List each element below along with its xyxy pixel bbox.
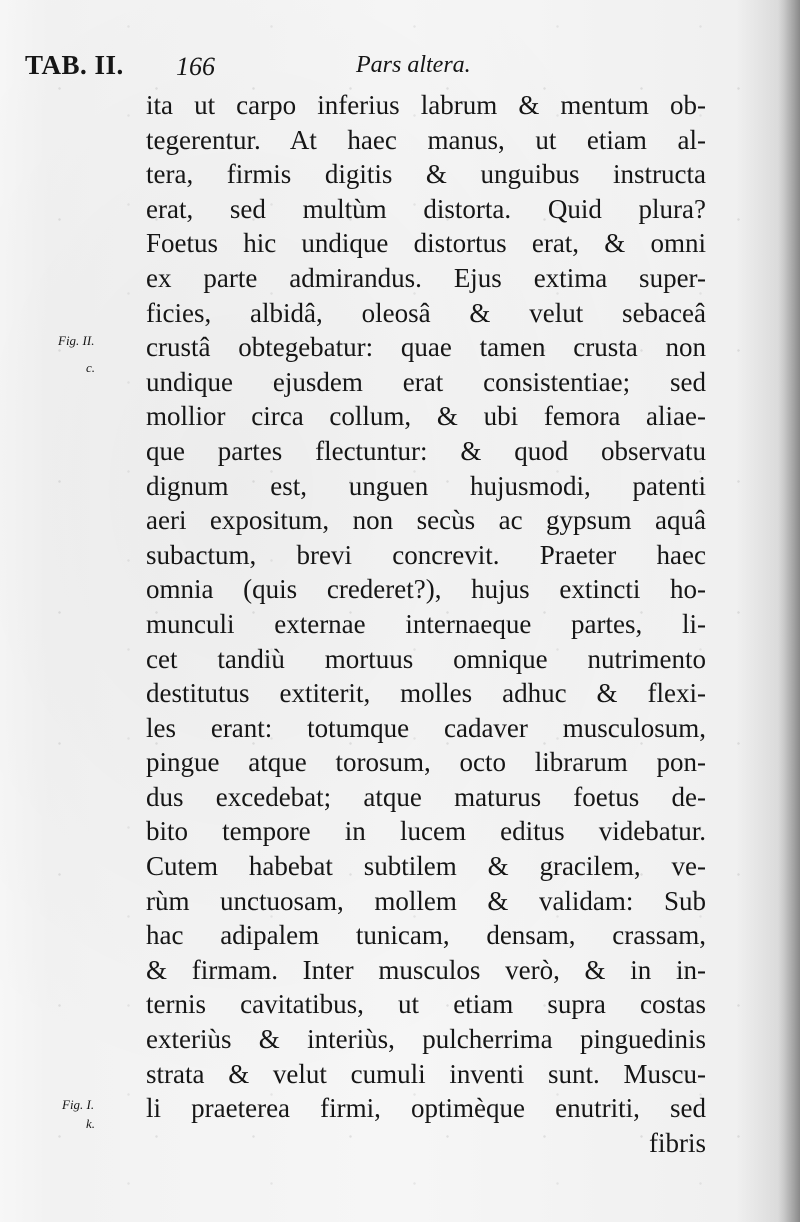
- margin-note-c: c.: [86, 360, 96, 375]
- text-line: dus excedebat; atque maturus foetus de-: [146, 781, 706, 812]
- text-line: tera, firmis digitis & unguibus instructa: [146, 159, 706, 190]
- text-line: ternis cavitatibus, ut etiam supra costas: [146, 989, 706, 1020]
- page-number: 166: [176, 52, 215, 81]
- text-line: que partes flectuntur: & quod observatu: [146, 435, 706, 466]
- text-line: strata & velut cumuli inventi sunt. Muscu-: [146, 1058, 706, 1089]
- text-line: erat, sed multùm distorta. Quid plura?: [146, 193, 706, 224]
- margin-note-fig2: Fig. II.: [58, 333, 95, 348]
- catchword: fibris: [649, 1127, 706, 1158]
- text-line: les erant: totumque cadaver musculosum,: [146, 712, 706, 743]
- text-line: undique ejusdem erat consistentiae; sed: [146, 366, 706, 397]
- plate-reference: TAB. II.: [25, 50, 124, 80]
- margin-note-fig1: Fig. I.: [62, 1097, 95, 1112]
- text-line: cet tandiù mortuus omnique nutrimento: [146, 643, 706, 674]
- page-edge-shadow: [778, 0, 800, 1222]
- text-line: Cutem habebat subtilem & gracilem, ve-: [146, 851, 706, 882]
- text-line: & firmam. Inter musculos verò, & in in-: [146, 954, 706, 985]
- text-line: destitutus extiterit, molles adhuc & flexi-: [146, 678, 706, 709]
- text-line: tegerentur. At haec manus, ut etiam al-: [146, 124, 706, 155]
- text-line: munculi externae internaeque partes, li-: [146, 608, 706, 639]
- running-head: Pars altera.: [356, 52, 471, 78]
- text-line: ita ut carpo inferius labrum & mentum ob-: [146, 90, 706, 120]
- text-line: Foetus hic undique distortus erat, & omni: [146, 228, 706, 259]
- text-line: ficies, albidâ, oleosâ & velut sebaceâ: [146, 297, 706, 328]
- page-header: [0, 50, 800, 90]
- text-line: dignum est, unguen hujusmodi, patenti: [146, 470, 706, 501]
- text-line: li praeterea firmi, optimèque enutriti, sed: [146, 1093, 706, 1124]
- text-line: bito tempore in lucem editus videbatur.: [146, 816, 706, 847]
- text-line: pingue atque torosum, octo librarum pon-: [146, 747, 706, 778]
- text-line: crustâ obtegebatur: quae tamen crusta non: [146, 332, 706, 363]
- margin-note-k: k.: [86, 1116, 96, 1131]
- text-line: subactum, brevi concrevit. Praeter haec: [146, 539, 706, 570]
- text-line: ex parte admirandus. Ejus extima super-: [146, 262, 706, 293]
- body-text: [146, 88, 706, 1160]
- text-line: hac adipalem tunicam, densam, crassam,: [146, 920, 706, 951]
- text-line: rùm unctuosam, mollem & validam: Sub: [146, 885, 706, 916]
- text-line: omnia (quis crederet?), hujus extincti ho-: [146, 574, 706, 605]
- text-line: exteriùs & interiùs, pulcherrima pinguedinis: [146, 1024, 706, 1055]
- text-line: mollior circa collum, & ubi femora aliae-: [146, 401, 706, 432]
- text-line: aeri expositum, non secùs ac gypsum aquâ: [146, 505, 706, 536]
